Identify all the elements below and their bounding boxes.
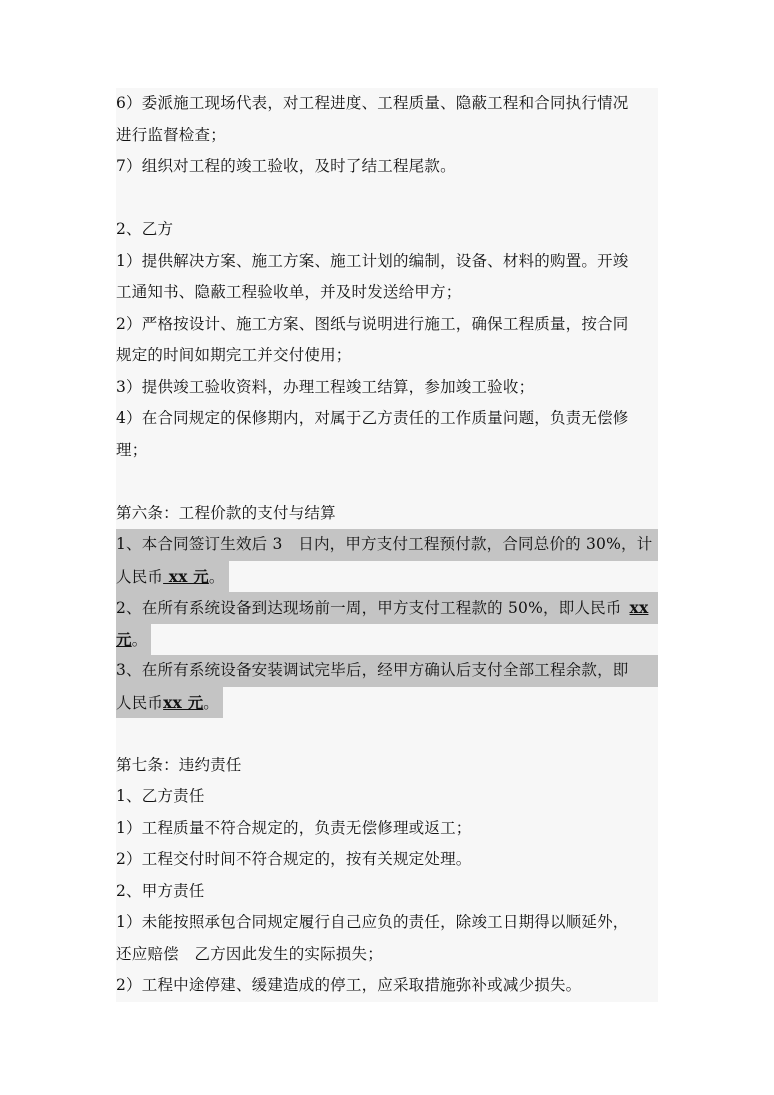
document-body xyxy=(116,88,658,1002)
text-span: 2、在所有系统设备到达现场前一周，甲方支付工程款的 50%，即人民币 xyxy=(116,599,622,617)
amount-placeholder: xx xyxy=(629,598,649,617)
highlighted-line: 3、在所有系统设备安装调试完毕后，经甲方确认后支付全部工程余款，即 xyxy=(116,655,658,687)
text-line: 6）委派施工现场代表，对工程进度、工程质量、隐蔽工程和合同执行情况 xyxy=(116,94,629,112)
text-line: 4）在合同规定的保修期内，对属于乙方责任的工作质量问题，负责无偿修 xyxy=(116,409,629,427)
text-span: 。 xyxy=(208,567,225,586)
text-line: 工通知书、隐蔽工程验收单，并及时发送给甲方； xyxy=(116,283,462,301)
subsection-heading: 2、甲方责任 xyxy=(116,881,205,900)
article-heading: 第六条：工程价款的支付与结算 xyxy=(116,503,336,522)
text-line: 1）提供解决方案、施工方案、施工计划的编制，设备、材料的购置。开竣 xyxy=(116,251,629,270)
text-line: 7）组织对工程的竣工验收，及时了结工程尾款。 xyxy=(116,157,456,175)
text-span: 人民币 xyxy=(116,567,164,586)
blank-line xyxy=(116,466,658,498)
text-line: 还应赔偿 乙方因此发生的实际损失； xyxy=(116,944,383,963)
amount-placeholder: 元 xyxy=(116,629,132,649)
highlighted-line xyxy=(116,561,658,593)
amount-placeholder: xx 元 xyxy=(163,692,204,712)
text-span: 。 xyxy=(131,630,148,649)
blank-line xyxy=(116,718,658,750)
subsection-heading: 2、乙方 xyxy=(116,220,174,238)
highlighted-line: 1、本合同签订生效后 3 日内，甲方支付工程预付款，合同总价的 30%，计 xyxy=(116,529,658,561)
highlight-span xyxy=(116,561,229,593)
text-line: 理； xyxy=(116,440,148,459)
text-line: 1）工程质量不符合规定的，负责无偿修理或返工； xyxy=(116,818,472,837)
highlighted-line xyxy=(116,592,658,624)
text-span: 。 xyxy=(203,693,219,712)
text-line: 进行监督检查； xyxy=(116,125,226,144)
text-line: 2）工程交付时间不符合规定的，按有关规定处理。 xyxy=(116,850,472,868)
text-line: 2）工程中途停建、缓建造成的停工，应采取措施弥补或减少损失。 xyxy=(116,976,582,994)
amount-placeholder: xx 元 xyxy=(163,566,209,586)
highlighted-line xyxy=(116,687,658,719)
text-line: 规定的时间如期完工并交付使用； xyxy=(116,346,352,364)
article-heading: 第七条：违约责任 xyxy=(116,755,242,774)
text-line: 2）严格按设计、施工方案、图纸与说明进行施工，确保工程质量，按合同 xyxy=(116,314,629,333)
highlight-span xyxy=(116,687,223,719)
text-line: 3）提供竣工验收资料，办理工程竣工结算，参加竣工验收； xyxy=(116,377,535,396)
text-line: 1）未能按照承包合同规定履行自己应负的责任，除竣工日期得以顺延外， xyxy=(116,913,629,931)
blank-line xyxy=(116,183,658,215)
subsection-heading: 1、乙方责任 xyxy=(116,787,205,805)
highlighted-line xyxy=(116,624,658,656)
text-span: 人民币 xyxy=(116,693,164,712)
highlight-span xyxy=(116,624,151,656)
